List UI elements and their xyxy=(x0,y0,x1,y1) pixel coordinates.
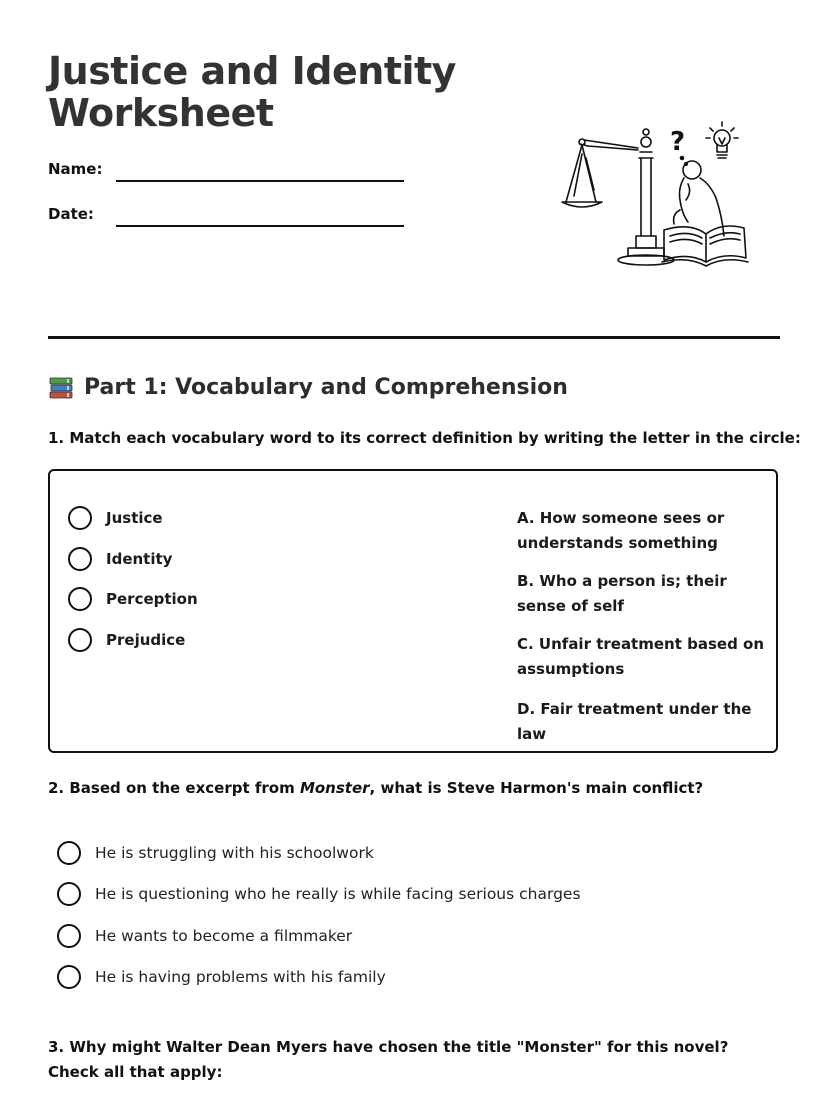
vocab-item xyxy=(68,628,185,652)
date-label: Date: xyxy=(48,205,94,223)
books-icon xyxy=(48,374,74,400)
q2-option[interactable] xyxy=(57,882,581,906)
definition-c: C. Unfair treatment based on assumptions xyxy=(517,635,765,678)
open-book-icon xyxy=(662,226,748,266)
definition-a: A. How someone sees or understands something xyxy=(517,509,725,552)
worksheet-title xyxy=(48,50,456,134)
lightbulb-icon xyxy=(706,122,738,158)
option-label: He is struggling with his schoolwork xyxy=(95,844,374,862)
name-label: Name: xyxy=(48,160,103,178)
radio-circle[interactable] xyxy=(57,965,81,989)
q3-prompt: 3. Why might Walter Dean Myers have chosen the title "Monster" for this novel? Check all that apply: xyxy=(48,1038,729,1081)
answer-circle[interactable] xyxy=(68,506,92,530)
date-field[interactable] xyxy=(116,225,404,227)
vocab-word: Perception xyxy=(106,590,198,608)
vocab-word: Identity xyxy=(106,550,173,568)
radio-circle[interactable] xyxy=(57,882,81,906)
novel-title: Monster xyxy=(299,779,370,797)
section-divider xyxy=(48,336,780,339)
scales-of-justice-icon xyxy=(562,129,674,265)
radio-circle[interactable] xyxy=(57,841,81,865)
vocab-word: Prejudice xyxy=(106,631,186,649)
name-field[interactable] xyxy=(116,180,404,182)
answer-circle[interactable] xyxy=(68,587,92,611)
answer-circle[interactable] xyxy=(68,628,92,652)
q1-prompt: 1. Match each vocabulary word to its correct definition by writing the letter in the circle: xyxy=(48,429,801,447)
thinking-person-icon xyxy=(674,161,724,236)
option-label: He is questioning who he really is while facing serious charges xyxy=(95,885,581,903)
vocab-item xyxy=(68,506,163,530)
option-label: He wants to become a filmmaker xyxy=(95,927,353,945)
vocab-item xyxy=(68,587,198,611)
definition-b: B. Who a person is; their sense of self xyxy=(517,572,727,615)
part1-heading-text: Part 1: Vocabulary and Comprehension xyxy=(84,374,568,400)
part1-heading xyxy=(48,374,568,400)
q2-option[interactable] xyxy=(57,965,386,989)
q2-option[interactable] xyxy=(57,924,352,948)
question-mark: ? xyxy=(670,127,686,157)
q2-option[interactable] xyxy=(57,841,374,865)
option-label: He is having problems with his family xyxy=(95,968,386,986)
justice-illustration xyxy=(560,118,750,268)
definition-d: D. Fair treatment under the law xyxy=(517,700,752,743)
radio-circle[interactable] xyxy=(57,924,81,948)
title-line-1: Justice and Identity xyxy=(48,49,456,93)
answer-circle[interactable] xyxy=(68,547,92,571)
vocab-word: Justice xyxy=(106,509,163,527)
vocab-item xyxy=(68,547,172,571)
title-line-2: Worksheet xyxy=(48,91,274,135)
q2-prompt: 2. Based on the excerpt from Monster, what is Steve Harmon's main conflict? xyxy=(48,779,704,797)
